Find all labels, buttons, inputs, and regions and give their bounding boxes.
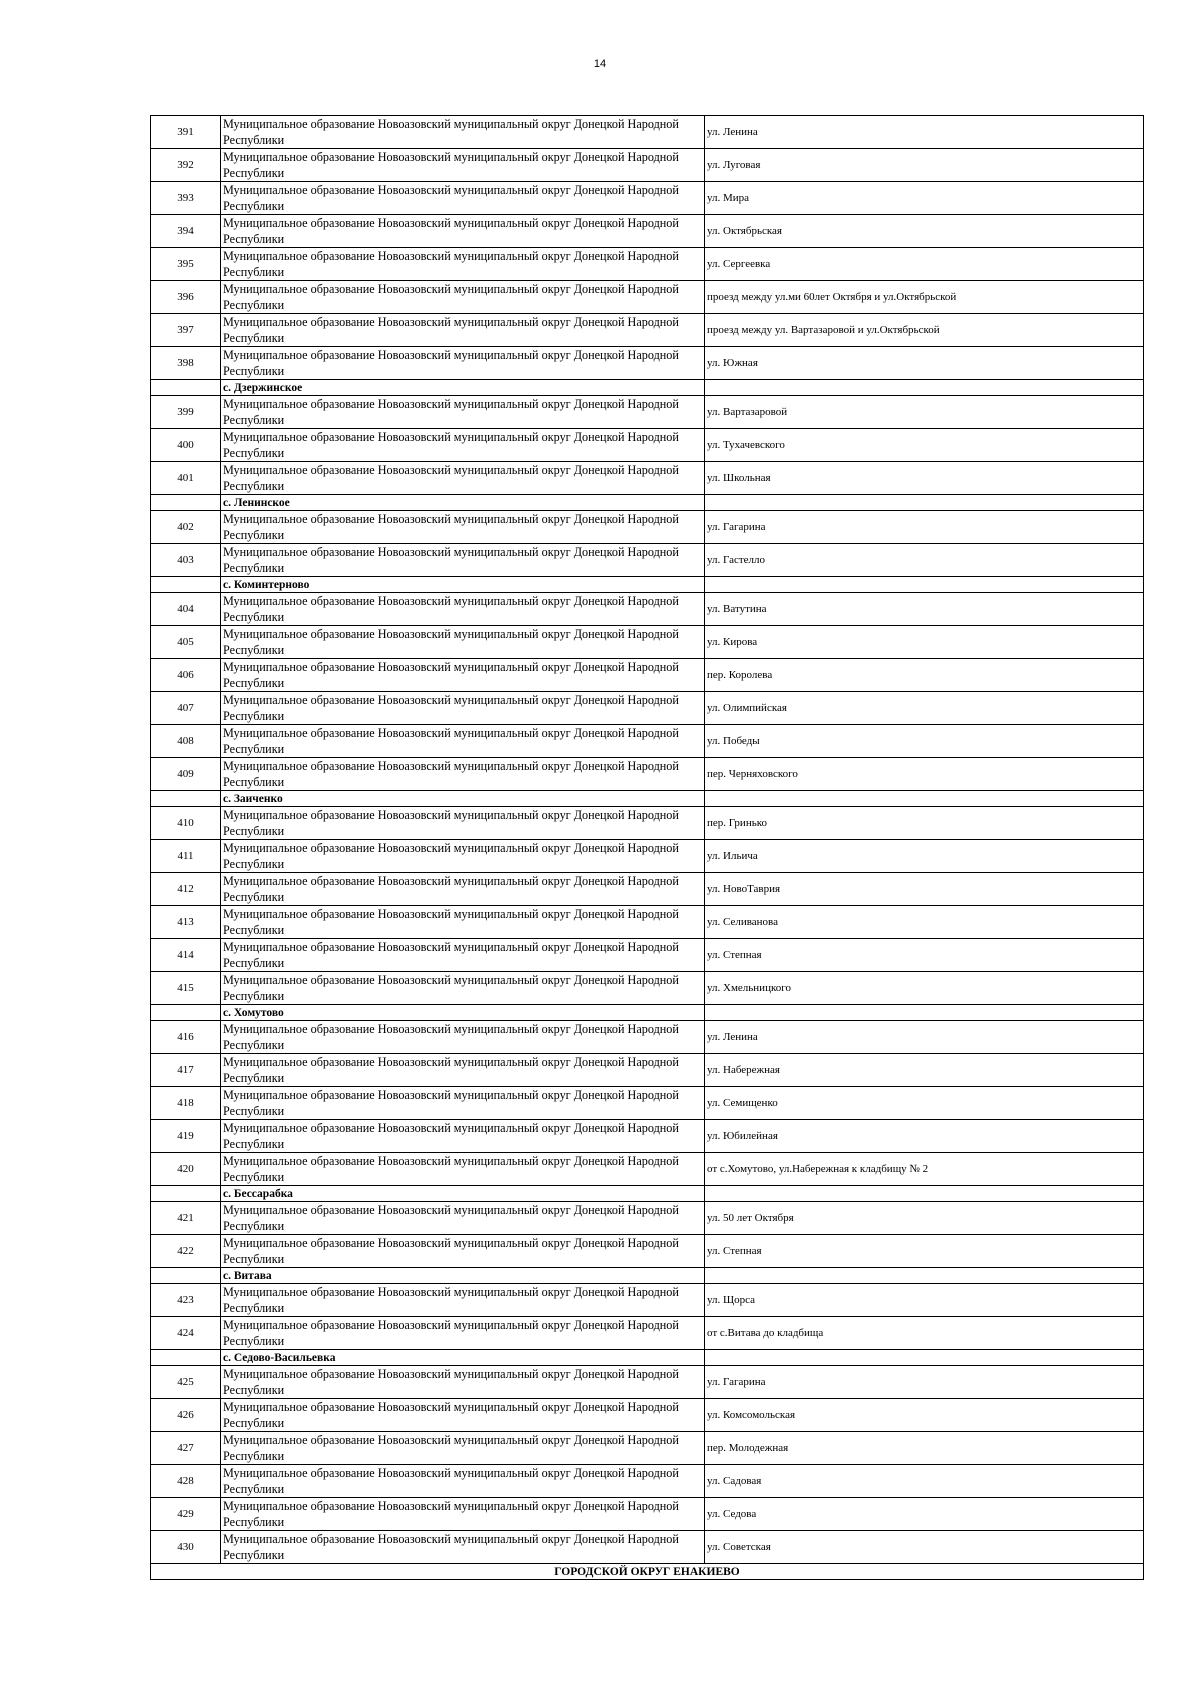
- row-number: 425: [151, 1366, 221, 1399]
- roads-registry-table: [150, 115, 1144, 1580]
- section-empty-cell: [705, 1350, 1144, 1366]
- municipality-name: Муниципальное образование Новоазовский муниципальный округ Донецкой Народной Республики: [221, 1432, 705, 1465]
- municipality-name: Муниципальное образование Новоазовский муниципальный округ Донецкой Народной Республики: [221, 347, 705, 380]
- street-name: ул. Мира: [705, 182, 1144, 215]
- section-empty-cell: [151, 1186, 221, 1202]
- municipality-name: Муниципальное образование Новоазовский муниципальный округ Донецкой Народной Республики: [221, 1054, 705, 1087]
- street-name: ул. Степная: [705, 1235, 1144, 1268]
- section-empty-cell: [151, 495, 221, 511]
- street-name: ул. Тухачевского: [705, 429, 1144, 462]
- street-name: ул. Южная: [705, 347, 1144, 380]
- municipality-name: Муниципальное образование Новоазовский муниципальный округ Донецкой Народной Республики: [221, 840, 705, 873]
- section-header-row: [151, 1268, 1144, 1284]
- street-name: ул. Садовая: [705, 1465, 1144, 1498]
- row-number: 421: [151, 1202, 221, 1235]
- street-name: ул. Гагарина: [705, 1366, 1144, 1399]
- section-title: с. Коминтерново: [221, 577, 705, 593]
- street-name: проезд между ул. Вартазаровой и ул.Октябрьской: [705, 314, 1144, 347]
- row-number: 407: [151, 692, 221, 725]
- table-row: [151, 972, 1144, 1005]
- table-row: [151, 1235, 1144, 1268]
- row-number: 426: [151, 1399, 221, 1432]
- street-name: ул. Ленина: [705, 1021, 1144, 1054]
- row-number: 415: [151, 972, 221, 1005]
- municipality-name: Муниципальное образование Новоазовский муниципальный округ Донецкой Народной Республики: [221, 281, 705, 314]
- municipality-name: Муниципальное образование Новоазовский муниципальный округ Донецкой Народной Республики: [221, 396, 705, 429]
- table-row: [151, 840, 1144, 873]
- street-name: ул. Селиванова: [705, 906, 1144, 939]
- street-name: ул. Щорса: [705, 1284, 1144, 1317]
- street-name: ул. Кирова: [705, 626, 1144, 659]
- row-number: 428: [151, 1465, 221, 1498]
- section-title: с. Дзержинское: [221, 380, 705, 396]
- table-row: [151, 1202, 1144, 1235]
- table-row: [151, 1120, 1144, 1153]
- street-name: ул. Семищенко: [705, 1087, 1144, 1120]
- row-number: 396: [151, 281, 221, 314]
- table-row: [151, 1432, 1144, 1465]
- street-name: ул. Советская: [705, 1531, 1144, 1564]
- row-number: 410: [151, 807, 221, 840]
- municipality-name: Муниципальное образование Новоазовский муниципальный округ Донецкой Народной Республики: [221, 906, 705, 939]
- section-empty-cell: [705, 495, 1144, 511]
- street-name: ул. Вартазаровой: [705, 396, 1144, 429]
- street-name: ул. Хмельницкого: [705, 972, 1144, 1005]
- municipality-name: Муниципальное образование Новоазовский муниципальный округ Донецкой Народной Республики: [221, 692, 705, 725]
- section-title: с. Заиченко: [221, 791, 705, 807]
- table-row: [151, 511, 1144, 544]
- municipality-name: Муниципальное образование Новоазовский муниципальный округ Донецкой Народной Республики: [221, 1153, 705, 1186]
- municipality-name: Муниципальное образование Новоазовский муниципальный округ Донецкой Народной Республики: [221, 116, 705, 149]
- street-name: пер. Молодежная: [705, 1432, 1144, 1465]
- municipality-name: Муниципальное образование Новоазовский муниципальный округ Донецкой Народной Республики: [221, 1317, 705, 1350]
- row-number: 401: [151, 462, 221, 495]
- table-row: [151, 659, 1144, 692]
- row-number: 408: [151, 725, 221, 758]
- row-number: 402: [151, 511, 221, 544]
- table-row: [151, 248, 1144, 281]
- municipality-name: Муниципальное образование Новоазовский муниципальный округ Донецкой Народной Республики: [221, 1120, 705, 1153]
- street-name: ул. Гагарина: [705, 511, 1144, 544]
- municipality-name: Муниципальное образование Новоазовский муниципальный округ Донецкой Народной Республики: [221, 758, 705, 791]
- row-number: 419: [151, 1120, 221, 1153]
- table-row: [151, 1087, 1144, 1120]
- section-empty-cell: [705, 577, 1144, 593]
- street-name: ул. Олимпийская: [705, 692, 1144, 725]
- municipality-name: Муниципальное образование Новоазовский муниципальный округ Донецкой Народной Республики: [221, 725, 705, 758]
- municipality-name: Муниципальное образование Новоазовский муниципальный округ Донецкой Народной Республики: [221, 1235, 705, 1268]
- table-row: [151, 807, 1144, 840]
- table-row: [151, 1317, 1144, 1350]
- street-name: ул. НовоТаврия: [705, 873, 1144, 906]
- municipality-name: Муниципальное образование Новоазовский муниципальный округ Донецкой Народной Республики: [221, 314, 705, 347]
- table-row: [151, 396, 1144, 429]
- street-name: ул. Октябрьская: [705, 215, 1144, 248]
- table-row: [151, 758, 1144, 791]
- section-empty-cell: [151, 380, 221, 396]
- table-row: [151, 1153, 1144, 1186]
- municipality-name: Муниципальное образование Новоазовский муниципальный округ Донецкой Народной Республики: [221, 248, 705, 281]
- municipality-name: Муниципальное образование Новоазовский муниципальный округ Донецкой Народной Республики: [221, 626, 705, 659]
- street-name: ул. Юбилейная: [705, 1120, 1144, 1153]
- table-row: [151, 1399, 1144, 1432]
- registry-body: [151, 116, 1144, 1580]
- row-number: 399: [151, 396, 221, 429]
- table-row: [151, 429, 1144, 462]
- section-title: с. Хомутово: [221, 1005, 705, 1021]
- table-row: [151, 692, 1144, 725]
- section-empty-cell: [151, 791, 221, 807]
- street-name: ул. Комсомольская: [705, 1399, 1144, 1432]
- row-number: 406: [151, 659, 221, 692]
- row-number: 418: [151, 1087, 221, 1120]
- street-name: ул. Седова: [705, 1498, 1144, 1531]
- municipality-name: Муниципальное образование Новоазовский муниципальный округ Донецкой Народной Республики: [221, 1087, 705, 1120]
- row-number: 417: [151, 1054, 221, 1087]
- section-title: с. Витава: [221, 1268, 705, 1284]
- municipality-name: Муниципальное образование Новоазовский муниципальный округ Донецкой Народной Республики: [221, 1531, 705, 1564]
- table-row: [151, 1531, 1144, 1564]
- municipality-name: Муниципальное образование Новоазовский муниципальный округ Донецкой Народной Республики: [221, 1021, 705, 1054]
- row-number: 422: [151, 1235, 221, 1268]
- municipality-name: Муниципальное образование Новоазовский муниципальный округ Донецкой Народной Республики: [221, 972, 705, 1005]
- section-header-row: [151, 1005, 1144, 1021]
- row-number: 391: [151, 116, 221, 149]
- street-name: ул. Ильича: [705, 840, 1144, 873]
- row-number: 412: [151, 873, 221, 906]
- row-number: 411: [151, 840, 221, 873]
- municipality-name: Муниципальное образование Новоазовский муниципальный округ Донецкой Народной Республики: [221, 462, 705, 495]
- row-number: 414: [151, 939, 221, 972]
- municipality-name: Муниципальное образование Новоазовский муниципальный округ Донецкой Народной Республики: [221, 1399, 705, 1432]
- street-name: ул. Победы: [705, 725, 1144, 758]
- table-row: [151, 593, 1144, 626]
- table-row: [151, 626, 1144, 659]
- row-number: 420: [151, 1153, 221, 1186]
- table-row: [151, 873, 1144, 906]
- table-row: [151, 1284, 1144, 1317]
- municipality-name: Муниципальное образование Новоазовский муниципальный округ Донецкой Народной Республики: [221, 149, 705, 182]
- row-number: 424: [151, 1317, 221, 1350]
- section-header-row: [151, 791, 1144, 807]
- section-header-row: [151, 380, 1144, 396]
- municipality-name: Муниципальное образование Новоазовский муниципальный округ Донецкой Народной Республики: [221, 544, 705, 577]
- section-empty-cell: [151, 1005, 221, 1021]
- municipality-name: Муниципальное образование Новоазовский муниципальный округ Донецкой Народной Республики: [221, 1366, 705, 1399]
- street-name: от с.Хомутово, ул.Набережная к кладбищу № 2: [705, 1153, 1144, 1186]
- street-name: ул. Ленина: [705, 116, 1144, 149]
- municipality-name: Муниципальное образование Новоазовский муниципальный округ Донецкой Народной Республики: [221, 1465, 705, 1498]
- row-number: 394: [151, 215, 221, 248]
- municipality-name: Муниципальное образование Новоазовский муниципальный округ Донецкой Народной Республики: [221, 807, 705, 840]
- table-row: [151, 149, 1144, 182]
- row-number: 393: [151, 182, 221, 215]
- street-name: ул. Луговая: [705, 149, 1144, 182]
- row-number: 429: [151, 1498, 221, 1531]
- table-row: [151, 462, 1144, 495]
- row-number: 409: [151, 758, 221, 791]
- row-number: 403: [151, 544, 221, 577]
- row-number: 400: [151, 429, 221, 462]
- table-row: [151, 939, 1144, 972]
- section-empty-cell: [151, 1350, 221, 1366]
- street-name: ул. Набережная: [705, 1054, 1144, 1087]
- section-empty-cell: [705, 791, 1144, 807]
- municipality-name: Муниципальное образование Новоазовский муниципальный округ Донецкой Народной Республики: [221, 659, 705, 692]
- section-title: с. Седово-Васильевка: [221, 1350, 705, 1366]
- section-empty-cell: [705, 380, 1144, 396]
- street-name: ул. Ватутина: [705, 593, 1144, 626]
- page-number: 14: [593, 58, 607, 70]
- section-empty-cell: [151, 577, 221, 593]
- municipality-name: Муниципальное образование Новоазовский муниципальный округ Донецкой Народной Республики: [221, 873, 705, 906]
- municipality-name: Муниципальное образование Новоазовский муниципальный округ Донецкой Народной Республики: [221, 939, 705, 972]
- street-name: проезд между ул.ми 60лет Октября и ул.Октябрьской: [705, 281, 1144, 314]
- municipality-name: Муниципальное образование Новоазовский муниципальный округ Донецкой Народной Республики: [221, 182, 705, 215]
- table-row: [151, 347, 1144, 380]
- row-number: 397: [151, 314, 221, 347]
- row-number: 404: [151, 593, 221, 626]
- row-number: 405: [151, 626, 221, 659]
- street-name: ул. Степная: [705, 939, 1144, 972]
- section-title: с. Ленинское: [221, 495, 705, 511]
- street-name: от с.Витава до кладбища: [705, 1317, 1144, 1350]
- municipality-name: Муниципальное образование Новоазовский муниципальный округ Донецкой Народной Республики: [221, 1202, 705, 1235]
- section-header-row: [151, 1186, 1144, 1202]
- table-row: [151, 1054, 1144, 1087]
- row-number: 398: [151, 347, 221, 380]
- street-name: ул. 50 лет Октября: [705, 1202, 1144, 1235]
- row-number: 392: [151, 149, 221, 182]
- table-row: [151, 725, 1144, 758]
- district-footer-row: [151, 1564, 1144, 1580]
- street-name: пер. Черняховского: [705, 758, 1144, 791]
- section-empty-cell: [705, 1186, 1144, 1202]
- section-header-row: [151, 577, 1144, 593]
- table-row: [151, 281, 1144, 314]
- row-number: 413: [151, 906, 221, 939]
- municipality-name: Муниципальное образование Новоазовский муниципальный округ Донецкой Народной Республики: [221, 1498, 705, 1531]
- table-row: [151, 182, 1144, 215]
- municipality-name: Муниципальное образование Новоазовский муниципальный округ Донецкой Народной Республики: [221, 511, 705, 544]
- district-title: ГОРОДСКОЙ ОКРУГ ЕНАКИЕВО: [151, 1564, 1144, 1580]
- table-row: [151, 1021, 1144, 1054]
- row-number: 423: [151, 1284, 221, 1317]
- section-header-row: [151, 495, 1144, 511]
- table-row: [151, 1366, 1144, 1399]
- municipality-name: Муниципальное образование Новоазовский муниципальный округ Донецкой Народной Республики: [221, 593, 705, 626]
- table-row: [151, 116, 1144, 149]
- section-title: с. Бессарабка: [221, 1186, 705, 1202]
- municipality-name: Муниципальное образование Новоазовский муниципальный округ Донецкой Народной Республики: [221, 1284, 705, 1317]
- street-name: ул. Школьная: [705, 462, 1144, 495]
- section-empty-cell: [705, 1005, 1144, 1021]
- street-name: ул. Гастелло: [705, 544, 1144, 577]
- row-number: 430: [151, 1531, 221, 1564]
- section-header-row: [151, 1350, 1144, 1366]
- section-empty-cell: [151, 1268, 221, 1284]
- table-row: [151, 215, 1144, 248]
- row-number: 395: [151, 248, 221, 281]
- table-row: [151, 544, 1144, 577]
- row-number: 427: [151, 1432, 221, 1465]
- table-row: [151, 906, 1144, 939]
- section-empty-cell: [705, 1268, 1144, 1284]
- row-number: 416: [151, 1021, 221, 1054]
- street-name: ул. Сергеевка: [705, 248, 1144, 281]
- table-row: [151, 1465, 1144, 1498]
- street-name: пер. Королева: [705, 659, 1144, 692]
- table-row: [151, 314, 1144, 347]
- table-row: [151, 1498, 1144, 1531]
- street-name: пер. Гринько: [705, 807, 1144, 840]
- municipality-name: Муниципальное образование Новоазовский муниципальный округ Донецкой Народной Республики: [221, 429, 705, 462]
- municipality-name: Муниципальное образование Новоазовский муниципальный округ Донецкой Народной Республики: [221, 215, 705, 248]
